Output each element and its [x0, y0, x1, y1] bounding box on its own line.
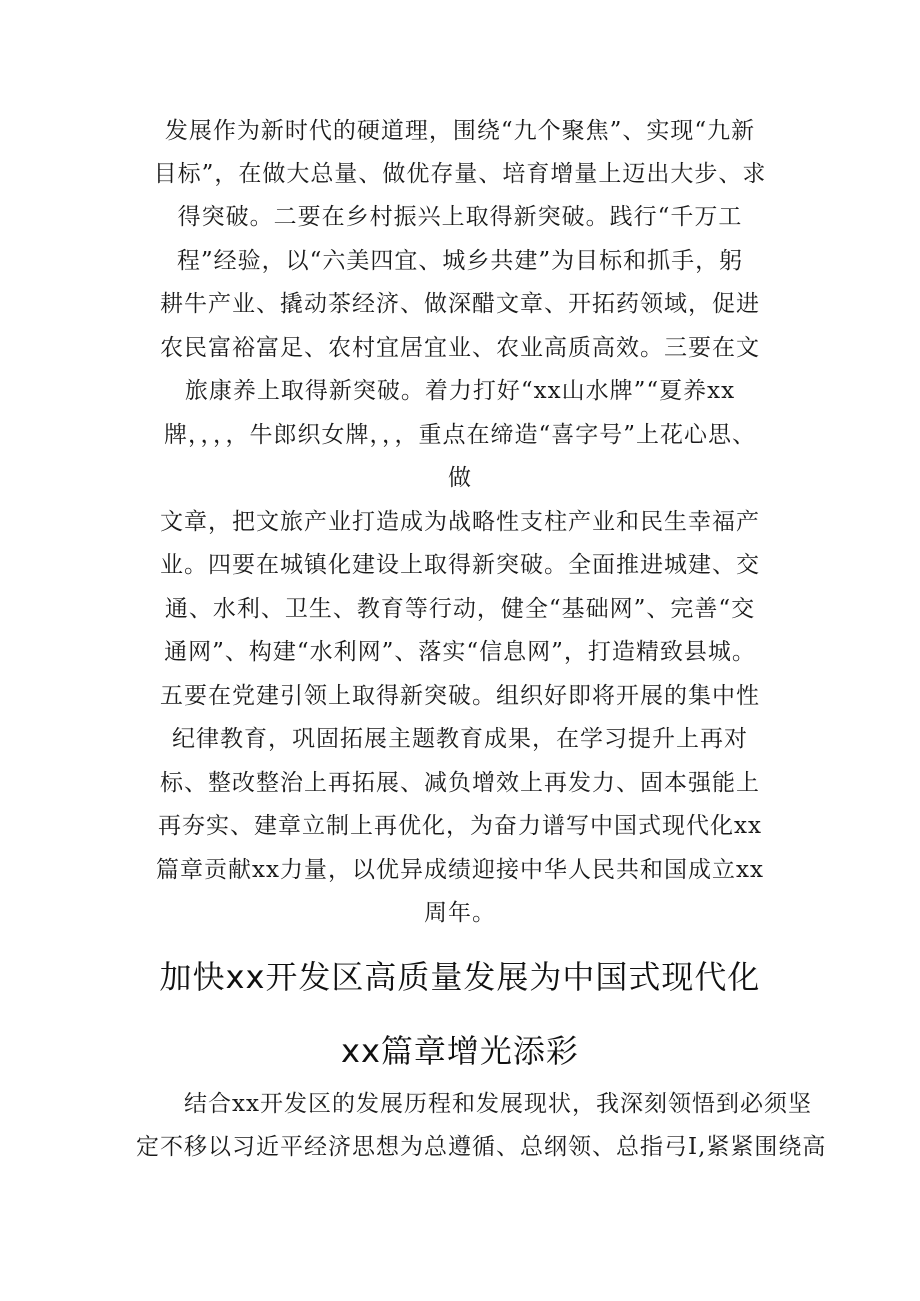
text-line: 业。四要在城镇化建设上取得新突破。全面推进城建、交: [160, 552, 760, 578]
text-line: 耕牛产业、撬动茶经济、做深醋文章、开拓药领域，促进: [160, 291, 760, 317]
text-line: 再夯实、建章立制上再优化，为奋力谱写中国式现代化xx: [158, 813, 762, 839]
body-paragraph-line-1: 结合xx开发区的发展历程和发展现状，我深刻领悟到必须坚: [136, 1091, 812, 1117]
text-line: 通、水利、卫生、教育等行动，健全“基础网”、完善“交: [164, 596, 756, 622]
text-line: 旅康养上取得新突破。着力打好“xx山水牌”“夏养xx: [184, 378, 736, 404]
text-line: 文章，把文旅产业打造成为战略性支柱产业和民生幸福产: [160, 509, 760, 535]
text-line: 发展作为新时代的硬道理，围绕“九个聚焦”、实现“九新: [164, 118, 756, 144]
text-line: 五要在党建引领上取得新突破。组织好即将开展的集中性: [160, 683, 760, 709]
body-paragraph-line-2: 定不移以习近平经济思想为总遵循、总纲领、总指弓I,紧紧围绕高: [136, 1134, 827, 1160]
text-line: 农民富裕富足、农村宜居宜业、农业高质高效。三要在文: [160, 335, 760, 361]
text-line: 周年。: [424, 900, 496, 926]
text-line: 通网”、构建“水利网”、落实“信息网”，打造精致县城。: [164, 639, 756, 665]
text-line: 标、整改整治上再拓展、减负增效上再发力、固本强能上: [160, 770, 760, 796]
text-line: 目标”，在做大总量、做优存量、培育增量上迈出大步、求: [153, 161, 767, 187]
text-line: 做: [448, 465, 472, 491]
section-title-line-1: 加快xx开发区高质量发展为中国式现代化: [159, 958, 761, 996]
text-line: 程”经验，以“六美四宜、城乡共建”为目标和抓手，躬: [176, 248, 744, 274]
section-title-line-2: xx篇章增光添彩: [341, 1032, 579, 1070]
text-line: 纪律教育，巩固拓展主题教育成果，在学习提升上再对: [172, 726, 748, 752]
text-line: 篇章贡献xx力量，以优异成绩迎接中华人民共和国成立xx: [156, 857, 764, 883]
text-line: 牌，，，，牛郎织女牌，，，重点在缔造“喜字号”上花心思、: [163, 422, 757, 448]
text-line: 得突破。二要在乡村振兴上取得新突破。践行“千万工: [177, 204, 743, 230]
